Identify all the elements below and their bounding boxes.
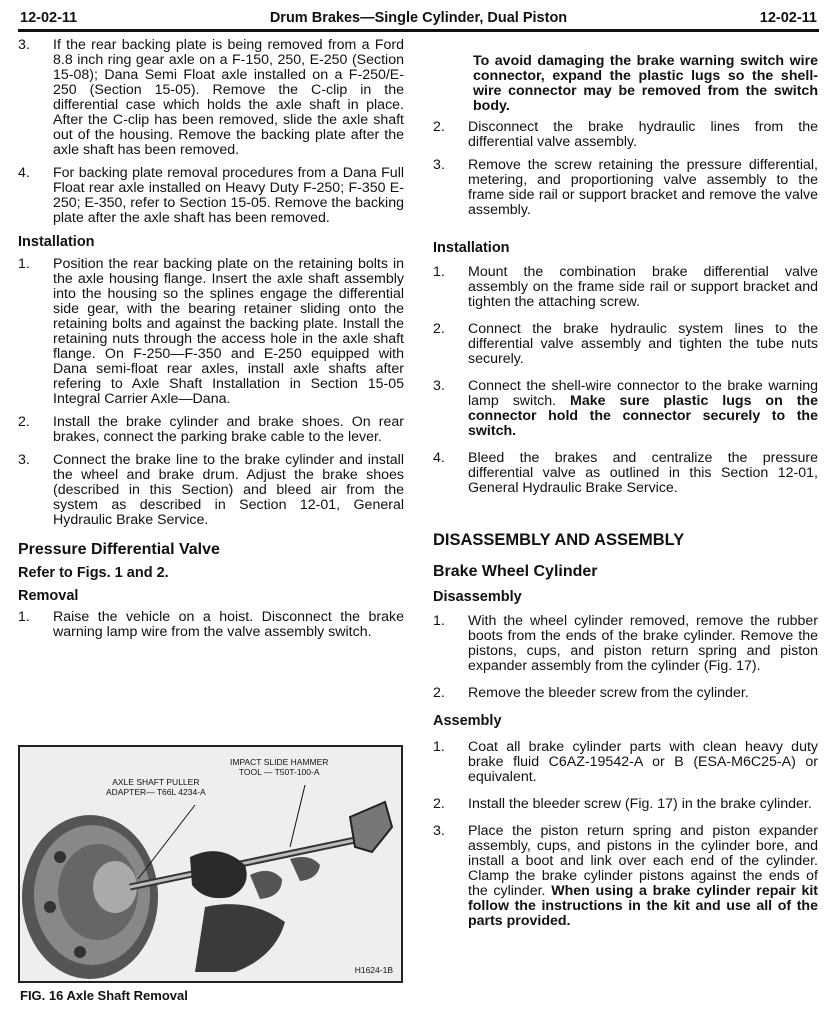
list-item: 1. Raise the vehicle on a hoist. Disconnect the brake warning lamp wire from the valve assembly switch. (18, 609, 404, 640)
list-item: 3. Connect the brake line to the brake cylinder and install the wheel and brake drum. Adjust the brake shoes (described in this Section) and bleed air from the system as described in Section 12-01, General Hydraulic Brake Service. (18, 452, 404, 528)
list-item: 3. Remove the screw retaining the pressure differential, metering, and proportioning valve assembly to the frame side rail or support bracket and remove the valve assembly. (433, 157, 818, 218)
section-number-left: 12-02-11 (20, 10, 78, 26)
callout-impact-slide-hammer: IMPACT SLIDE HAMMER TOOL — T50T-100-A (230, 757, 329, 777)
section-number-right: 12-02-11 (759, 10, 817, 26)
list-item: 3. If the rear backing plate is being removed from a Ford 8.8 inch ring gear axle on a F-150, 250, E-250 (Section 15-08); Dana Semi Float axle installed on a F-250/E-250 (Section 15-05). Remove the C-clip in the differential case which holds the axle shaft in place. After the C-clip has been removed, slide the axle shaft out of the housing. Remove the backing plate after the axle shaft has been removed. (18, 37, 404, 158)
disassembly-assembly-title: DISASSEMBLY AND ASSEMBLY (433, 531, 685, 549)
warning-note: To avoid damaging the brake warning switch wire connector, expand the plastic lugs so the shell-wire connector may be removed from the switch body. (473, 53, 818, 114)
list-item: 2. Remove the bleeder screw from the cylinder. (433, 685, 749, 701)
list-item: 3. Place the piston return spring and piston expander assembly, cups, and pistons in the cylinder bore, and install a boot and link over each end of the cylinder. Clamp the brake cylinder pistons against the ends of the cylinder. When using a brake cylinder repair kit follow the instructions in the kit and use all of the parts provided. (433, 823, 818, 929)
installation-heading-right: Installation (433, 240, 510, 256)
list-item: 4. For backing plate removal procedures from a Dana Full Float rear axle installed on Heavy Duty F-250; F-350 E-250; E-350, refer to Section 15-05. Remove the backing plate after the axle shaft has been removed. (18, 165, 404, 226)
figure-caption: FIG. 16 Axle Shaft Removal (20, 988, 188, 1003)
figure-axle-shaft-removal (18, 745, 403, 983)
list-item: 1. With the wheel cylinder removed, remove the rubber boots from the ends of the brake cylinder. Remove the pistons, cups, and piston return spring and piston expander assembly from the cylinder (Fig. 17). (433, 613, 818, 674)
assembly-heading: Assembly (433, 713, 502, 729)
pressure-differential-valve-heading: Pressure Differential Valve (18, 541, 220, 558)
list-item: 2. Install the brake cylinder and brake shoes. On rear brakes, connect the parking brake cable to the lever. (18, 414, 404, 445)
list-item: 1. Coat all brake cylinder parts with clean heavy duty brake fluid C6AZ-19542-A or B (ESA-M6C25-A) or equivalent. (433, 739, 818, 785)
refer-figs: Refer to Figs. 1 and 2. (18, 565, 169, 581)
figure-id: H1624-1B (354, 965, 393, 975)
callout-axle-shaft-puller: AXLE SHAFT PULLER ADAPTER— T66L 4234-A (106, 777, 206, 797)
left-column (18, 38, 404, 640)
removal-heading: Removal (18, 588, 79, 604)
list-item: 4. Bleed the brakes and centralize the pressure differential valve as outlined in this Section 12-01, General Hydraulic Brake Service. (433, 450, 818, 496)
brake-wheel-cylinder-heading: Brake Wheel Cylinder (433, 563, 598, 580)
list-item: 3. Connect the shell-wire connector to the brake warning lamp switch. Make sure plastic lugs on the connector hold the connector securely to the switch. (433, 378, 818, 439)
list-item: 1. Position the rear backing plate on the retaining bolts in the axle housing flange. Insert the axle shaft assembly into the housing so the splines engage the differential side gear, with the bearing retainer sliding onto the retaining bolts and against the backing plate. Install the retaining nuts through the access hole in the axle shaft flange. On F-250—F-350 and E-250 equipped with Dana semi-float rear axles, install axle shafts after refering to Axle Shaft Installation in Section 15-05 Integral Carrier Axle—Dana. (18, 256, 404, 407)
list-item: 2. Disconnect the brake hydraulic lines from the differential valve assembly. (433, 119, 818, 150)
page-title: Drum Brakes—Single Cylinder, Dual Piston (269, 10, 568, 26)
axle-shaft-removal-illustration (20, 747, 401, 981)
disassembly-heading: Disassembly (433, 589, 522, 605)
installation-heading: Installation (18, 234, 95, 250)
list-item: 2. Install the bleeder screw (Fig. 17) in the brake cylinder. (433, 796, 812, 812)
list-item: 1. Mount the combination brake differential valve assembly on the frame side rail or support bracket and tighten the attaching screw. (433, 264, 818, 310)
list-item: 2. Connect the brake hydraulic system lines to the differential valve assembly and tighten the tube nuts securely. (433, 321, 818, 367)
page-header (18, 6, 819, 32)
right-column (433, 54, 818, 929)
